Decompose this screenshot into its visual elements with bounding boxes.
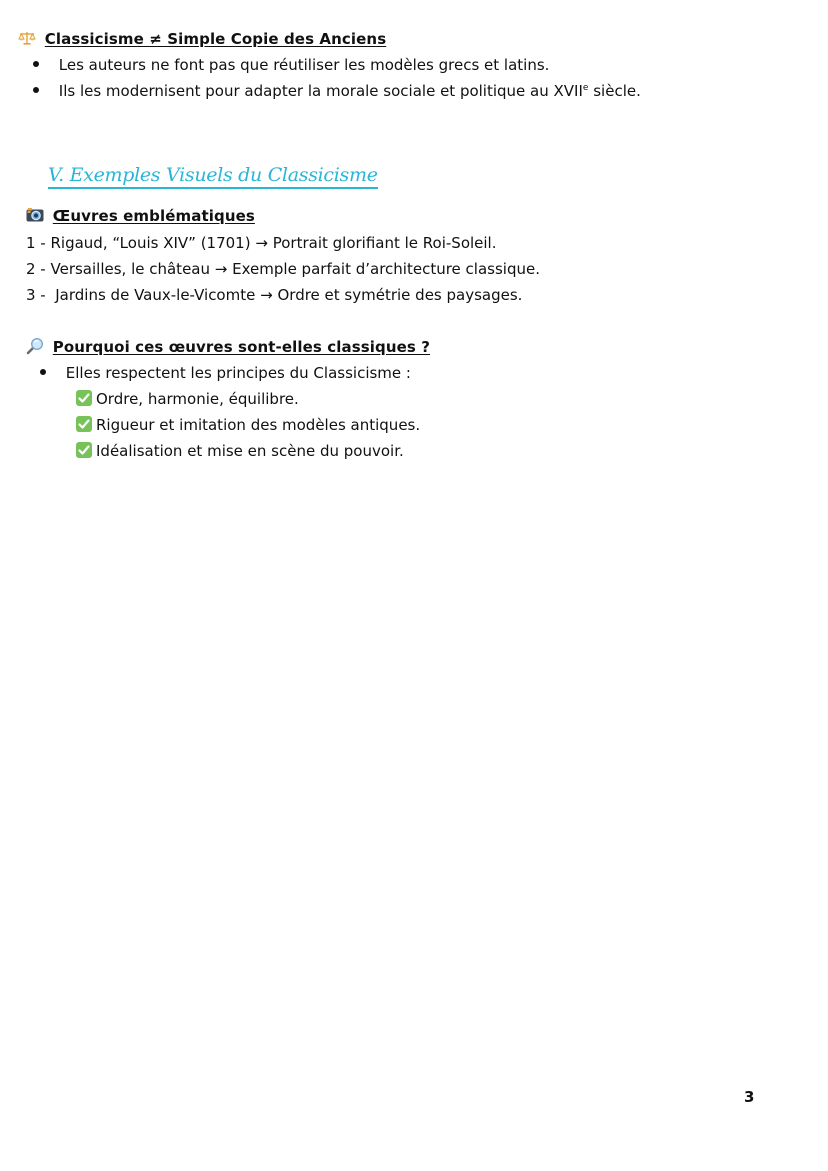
check-mark-icon — [76, 416, 92, 432]
page-number: 3 — [744, 1088, 755, 1106]
section-v-title: V. Exemples Visuels du Classicisme — [48, 164, 378, 189]
check-item — [76, 442, 404, 460]
section-v-title-row — [48, 164, 378, 186]
bullet-text: Elles respectent les principes du Classicisme : — [65, 364, 411, 382]
oeuvre-item-3 — [26, 286, 522, 304]
oeuvre-item-1 — [26, 234, 497, 252]
camera-icon — [26, 207, 44, 222]
superscript: e — [582, 83, 589, 93]
oeuvre-item-2 — [26, 260, 540, 278]
check-text: Idéalisation et mise en scène du pouvoir. — [96, 442, 404, 460]
bullet-icon — [40, 369, 46, 375]
right-arrow-icon: → — [214, 260, 228, 278]
oeuvre-title: 2 - Versailles, le château — [26, 260, 210, 278]
classicisme-heading: Classicisme ≠ Simple Copie des Anciens — [44, 30, 387, 48]
oeuvre-description: Portrait glorifiant le Roi-Soleil. — [272, 234, 497, 252]
bullet-text-end: siècle. — [593, 82, 641, 100]
bullet-item — [40, 364, 411, 382]
bullet-item — [33, 56, 549, 74]
oeuvres-heading: Œuvres emblématiques — [52, 207, 255, 225]
check-text: Ordre, harmonie, équilibre. — [96, 390, 299, 408]
check-mark-icon — [76, 442, 92, 458]
right-arrow-icon: → — [260, 286, 273, 304]
right-arrow-icon: → — [255, 234, 268, 252]
magnifying-glass-icon — [26, 337, 44, 355]
oeuvre-title: 1 - Rigaud, “Louis XIV” (1701) — [26, 234, 251, 252]
bullet-icon — [33, 61, 39, 67]
balance-scale-icon — [18, 31, 36, 45]
oeuvre-title: 3 - Jardins de Vaux-le-Vicomte — [26, 286, 256, 304]
oeuvre-description: Ordre et symétrie des paysages. — [277, 286, 523, 304]
bullet-item — [33, 82, 641, 100]
bullet-icon — [33, 87, 39, 93]
oeuvres-heading-row — [26, 207, 255, 225]
bullet-text: Ils les modernisent pour adapter la morale sociale et politique au XVII — [58, 82, 583, 100]
check-text: Rigueur et imitation des modèles antiques. — [96, 416, 421, 434]
classicisme-heading-row — [18, 30, 386, 48]
check-item — [76, 390, 299, 408]
check-mark-icon — [76, 390, 92, 406]
bullet-text: Les auteurs ne font pas que réutiliser les modèles grecs et latins. — [58, 56, 550, 74]
oeuvre-description: Exemple parfait d’architecture classique. — [232, 260, 540, 278]
check-item — [76, 416, 420, 434]
pourquoi-heading-row — [26, 338, 430, 357]
pourquoi-heading: Pourquoi ces œuvres sont-elles classiques ? — [52, 338, 431, 356]
